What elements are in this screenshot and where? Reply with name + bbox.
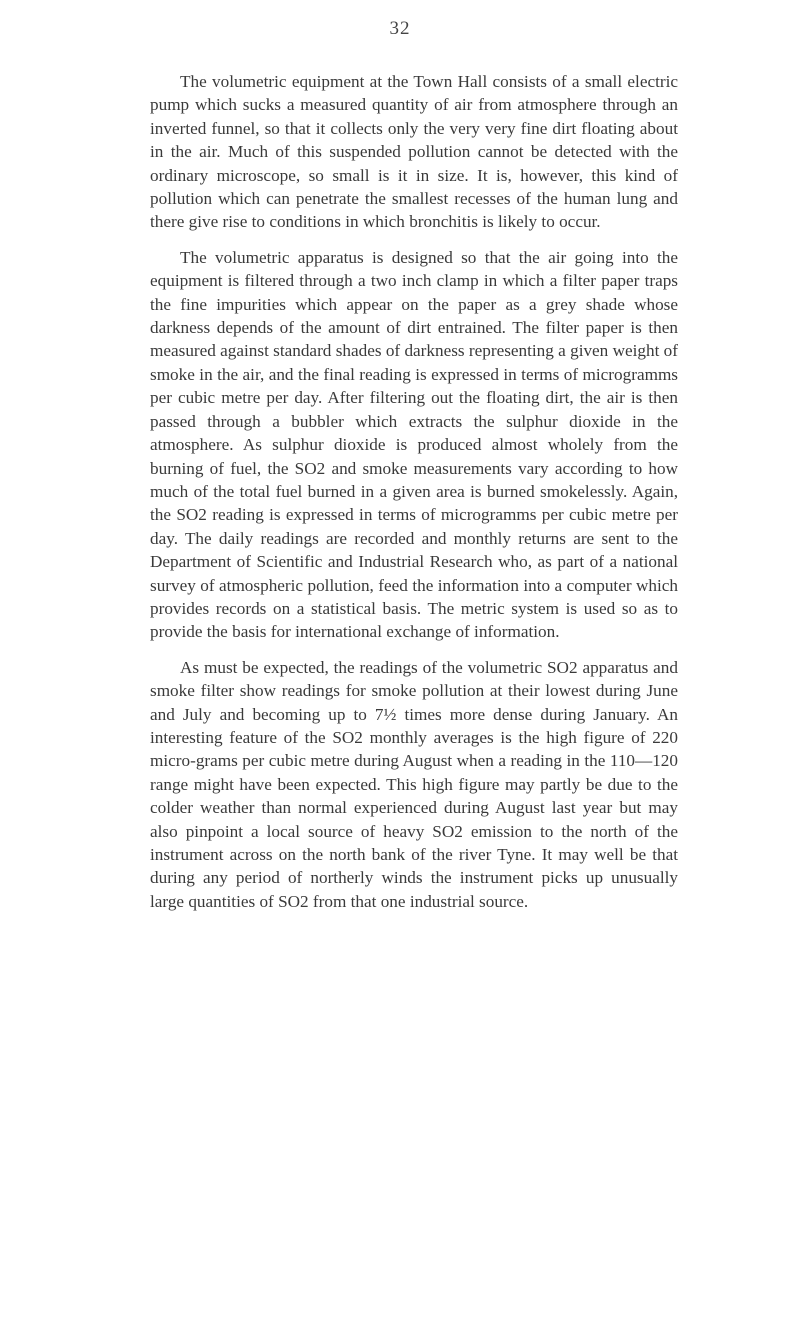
page-number: 32 (389, 18, 411, 39)
paragraph-2: The volumetric apparatus is designed so that the air going into the equipment is filtered through a two inch clamp in which a filter paper traps the fine impurities which appear on the paper as a grey shade whose darkness depends of the amount of dirt entrained. The filter paper is then measured against standard shades of darkness representing a given weight of smoke in the air, and the final reading is expressed in terms of microgramms per cubic metre per day. After filtering out the floating dirt, the air is then passed through a bubbler which extracts the sulphur dioxide in the atmosphere. As sulphur dioxide is produced almost wholely from the burning of fuel, the SO2 and smoke measurements vary according to how much of the total fuel burned in a given area is burned smokelessly. Again, the SO2 reading is expressed in terms of microgramms per cubic metre per day. The daily readings are recorded and monthly returns are sent to the Department of Scientific and Industrial Research who, as part of a national survey of atmospheric pollution, feed the information into a computer which provides records on a statistical basis. The metric system is used so as to provide the basis for international exchange of information. (150, 247, 678, 642)
paragraph-1: The volumetric equipment at the Town Hall consists of a small electric pump which sucks a measured quantity of air from atmosphere through an inverted funnel, so that it collects only the very very fine dirt floating about in the air. Much of this suspended pollution cannot be detected with the ordinary microscope, so small is it in size. It is, however, this kind of pollution which can penetrate the smallest recesses of the human lung and there give rise to conditions in which bronchitis is likely to occur. (150, 72, 678, 232)
paragraph-3: As must be expected, the readings of the volumetric SO2 apparatus and smoke filter show readings for smoke pollution at their lowest during June and July and becoming up to 7½ times more dense during January. An interesting feature of the SO2 monthly averages is the high figure of 220 micro-grams per cubic metre during August when a reading in the 110—120 range might have been expected. This high figure may partly be due to the colder weather than normal experienced during August last year but may also pinpoint a local source of heavy SO2 emission to the north of the instrument across on the north bank of the river Tyne. It may well be that during any period of northerly winds the instrument picks up unusually large quantities of SO2 from that one industrial source. (150, 657, 678, 911)
body-text (150, 70, 678, 925)
